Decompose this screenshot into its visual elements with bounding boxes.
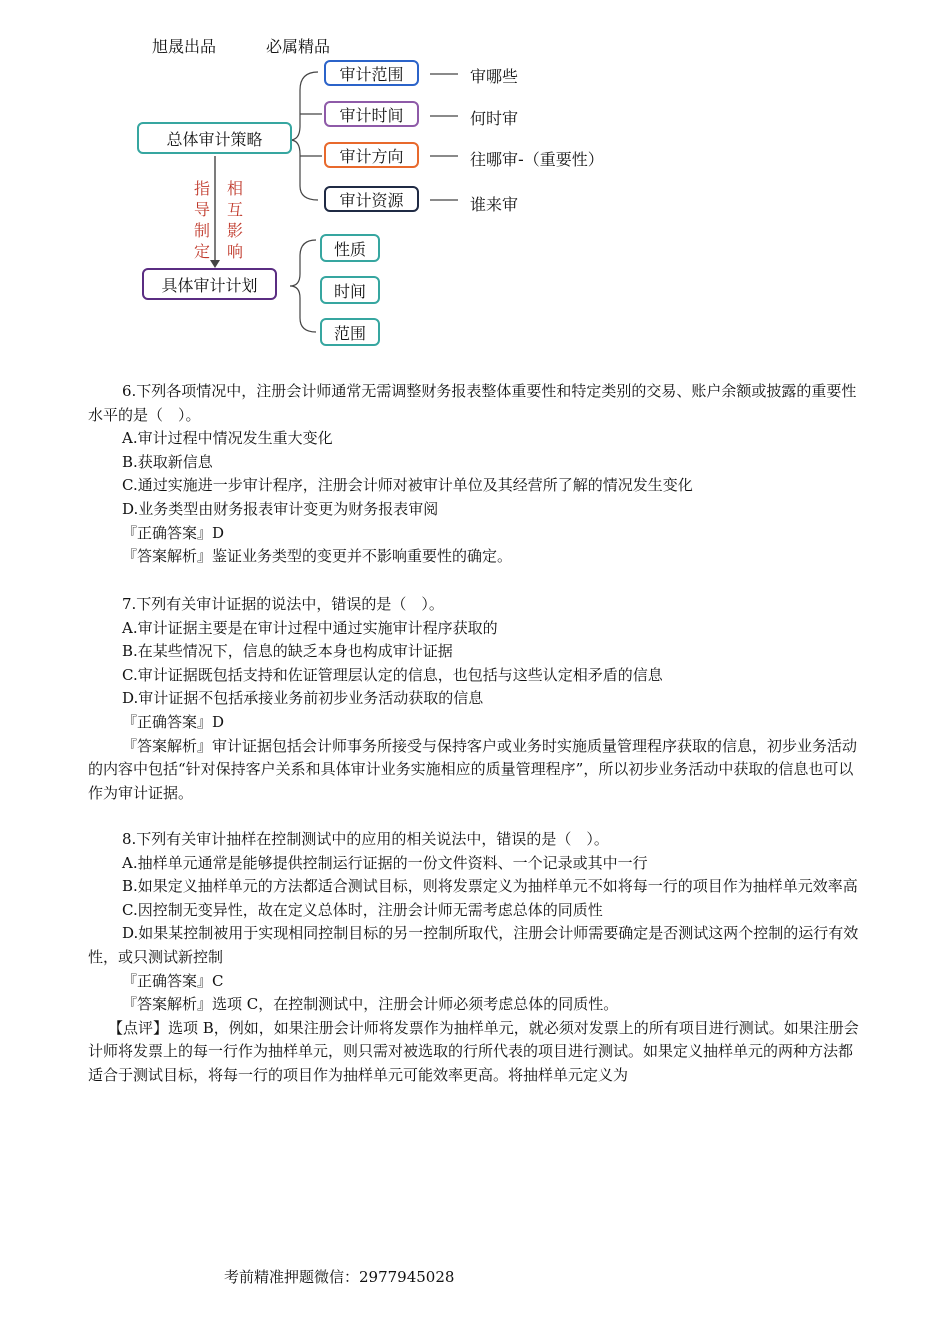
question-stem: 7.下列有关审计证据的说法中，错误的是（ ）。: [122, 595, 444, 613]
header-brand: 旭晟出品: [152, 37, 217, 56]
option-a: A.审计证据主要是在审计过程中通过实施审计程序获取的: [122, 618, 498, 637]
option-a: A.审计过程中情况发生重大变化: [122, 429, 333, 448]
branch-resource-desc: 谁来审: [470, 195, 519, 214]
answer-analysis: 『答案解析』选项 C，在控制测试中，注册会计师必须考虑总体的同质性。: [122, 995, 619, 1014]
overall-strategy-box: 总体审计策略: [137, 122, 292, 154]
answer-analysis: 『答案解析』鉴证业务类型的变更并不影响重要性的确定。: [122, 547, 513, 566]
connector-left-label: 指导制定: [194, 179, 211, 261]
plan-item-nature: 性质: [320, 234, 380, 262]
branch-direction-desc: 往哪审-（重要性）: [470, 150, 604, 169]
audit-strategy-diagram: [0, 0, 950, 360]
correct-answer: 『正确答案』C: [122, 971, 224, 990]
plan-item-timing: 时间: [320, 276, 380, 304]
branch-scope-box: 审计范围: [324, 60, 419, 86]
branch-time-box: 审计时间: [324, 101, 419, 127]
question-7: [88, 593, 863, 805]
branch-scope-desc: 审哪些: [470, 67, 519, 86]
comment: 【点评】选项 B，例如，如果注册会计师将发票作为抽样单元，就必须对发票上的所有项目进行测试。如果注册会计师将发票上的每一行作为抽样单元，则只需对被选取的行所代表的项目进行测试。如果定义抽样单元的两种方法都适合于测试目标，将每一行的项目作为抽样单元可能效率更高。将抽样单元定义为: [88, 1018, 859, 1084]
connector-right-label: 相互影响: [227, 179, 244, 261]
option-c: C.审计证据既包括支持和佐证管理层认定的信息，也包括与这些认定相矛盾的信息: [122, 665, 663, 684]
correct-answer: 『正确答案』D: [122, 523, 225, 542]
option-b: B.在某些情况下，信息的缺乏本身也构成审计证据: [122, 642, 453, 661]
option-d: D.审计证据不包括承接业务前初步业务活动获取的信息: [122, 689, 484, 708]
footer-contact: 考前精准押题微信：2977945028: [224, 1268, 455, 1286]
option-d: D.业务类型由财务报表审计变更为财务报表审阅: [122, 499, 439, 518]
option-b: B.如果定义抽样单元的方法都适合测试目标，则将发票定义为抽样单元不如将每一行的项目作为抽样单元效率高: [122, 877, 858, 896]
option-d: D.如果某控制被用于实现相同控制目标的另一控制所取代，注册会计师需要确定是否测试这两个控制的运行有效性，或只测试新控制: [88, 924, 859, 966]
correct-answer: 『正确答案』D: [122, 712, 225, 731]
question-stem: 8.下列有关审计抽样在控制测试中的应用的相关说法中，错误的是（ ）。: [122, 830, 609, 848]
specific-plan-box: 具体审计计划: [142, 268, 277, 300]
question-stem: 6.下列各项情况中，注册会计师通常无需调整财务报表整体重要性和特定类别的交易、账户余额或披露的重要性水平的是（ ）。: [88, 382, 857, 424]
diagram-connectors: [0, 0, 950, 360]
branch-direction-box: 审计方向: [324, 142, 419, 168]
option-a: A.抽样单元通常是能够提供控制运行证据的一份文件资料、一个记录或其中一行: [122, 853, 648, 872]
branch-time-desc: 何时审: [470, 109, 519, 128]
branch-resource-box: 审计资源: [324, 186, 419, 212]
question-6: [88, 380, 863, 569]
plan-item-scope: 范围: [320, 318, 380, 346]
question-8: [88, 828, 863, 1088]
header-slogan: 必属精品: [266, 37, 331, 56]
answer-analysis: 『答案解析』审计证据包括会计师事务所接受与保持客户或业务时实施质量管理程序获取的信息，初步业务活动的内容中包括“针对保持客户关系和具体审计业务实施相应的质量管理程序”，所以初步业务活动中获取的信息也可以作为审计证据。: [88, 736, 858, 802]
option-b: B.获取新信息: [122, 452, 213, 471]
option-c: C.因控制无变异性，故在定义总体时，注册会计师无需考虑总体的同质性: [122, 900, 603, 919]
option-c: C.通过实施进一步审计程序，注册会计师对被审计单位及其经营所了解的情况发生变化: [122, 476, 693, 495]
